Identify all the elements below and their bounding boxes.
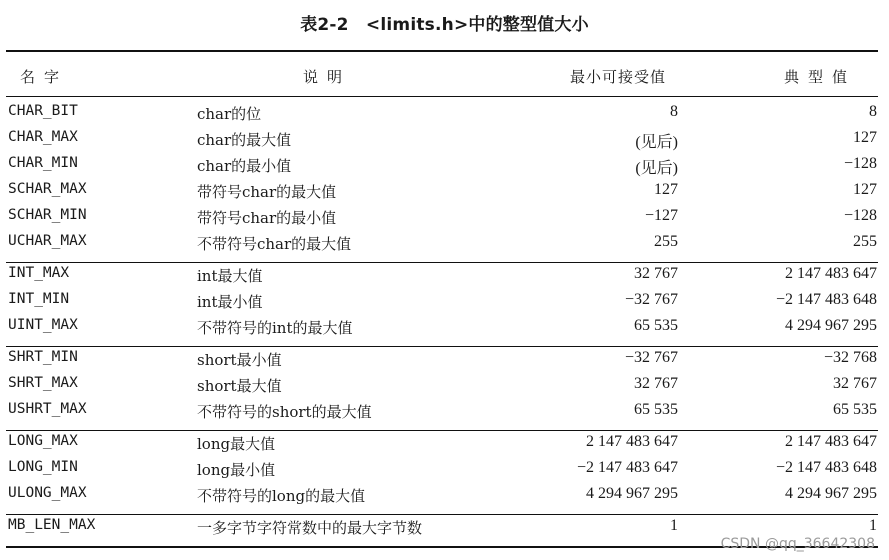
cell-name: CHAR_BIT xyxy=(8,103,78,119)
cell-min-acceptable: 2 147 483 647 xyxy=(586,433,678,450)
table-row xyxy=(0,288,889,314)
header-rule xyxy=(6,96,878,97)
table-row xyxy=(0,152,889,178)
header-typical: 典型值 xyxy=(784,68,857,86)
header-description: 说明 xyxy=(303,68,352,86)
cell-min-acceptable: 1 xyxy=(670,517,678,534)
cell-description: 一多字节字符常数中的最大字节数 xyxy=(197,519,423,537)
cell-description: int最大值 xyxy=(197,267,263,285)
table-row xyxy=(0,178,889,204)
cell-name: SHRT_MIN xyxy=(8,349,78,365)
table-row xyxy=(0,346,889,372)
cell-min-acceptable: −32 767 xyxy=(624,291,678,308)
group-separator xyxy=(6,430,878,431)
table-row xyxy=(0,204,889,230)
cell-min-acceptable: 127 xyxy=(654,181,678,198)
cell-name: CHAR_MAX xyxy=(8,129,78,145)
watermark: CSDN @qq_36642308 xyxy=(720,536,875,552)
cell-min-acceptable: (见后) xyxy=(635,160,678,177)
cell-name: LONG_MAX xyxy=(8,433,78,449)
cell-typical: −128 xyxy=(843,207,877,224)
cell-min-acceptable: 4 294 967 295 xyxy=(586,485,678,502)
cell-min-acceptable: −127 xyxy=(644,207,678,224)
cell-name: SCHAR_MIN xyxy=(8,207,87,223)
cell-typical: −2 147 483 648 xyxy=(775,291,877,308)
cell-typical: 32 767 xyxy=(833,375,877,392)
cell-description: long最大值 xyxy=(197,435,276,453)
cell-name: UINT_MAX xyxy=(8,317,78,333)
table-row xyxy=(0,314,889,340)
cell-min-acceptable: 8 xyxy=(670,103,678,120)
cell-name: MB_LEN_MAX xyxy=(8,517,96,533)
cell-typical: 2 147 483 647 xyxy=(785,265,877,282)
table-top-rule xyxy=(6,50,878,52)
cell-min-acceptable: (见后) xyxy=(635,134,678,151)
table-row xyxy=(0,482,889,508)
cell-description: 不带符号的int的最大值 xyxy=(197,319,353,337)
cell-typical: −128 xyxy=(843,155,877,172)
cell-description: char的最大值 xyxy=(197,131,292,149)
table-row xyxy=(0,456,889,482)
cell-description: 带符号char的最大值 xyxy=(197,183,337,201)
cell-name: SHRT_MAX xyxy=(8,375,78,391)
cell-name: UCHAR_MAX xyxy=(8,233,87,249)
cell-description: char的最小值 xyxy=(197,157,292,175)
cell-description: 带符号char的最小值 xyxy=(197,209,337,227)
cell-name: CHAR_MIN xyxy=(8,155,78,171)
cell-typical: 127 xyxy=(853,181,877,198)
cell-min-acceptable: −2 147 483 647 xyxy=(576,459,678,476)
cell-name: SCHAR_MAX xyxy=(8,181,87,197)
cell-typical: 127 xyxy=(853,129,877,146)
table-row xyxy=(0,398,889,424)
cell-description: short最大值 xyxy=(197,377,282,395)
cell-typical: −32 768 xyxy=(823,349,877,366)
cell-name: LONG_MIN xyxy=(8,459,78,475)
cell-min-acceptable: 255 xyxy=(654,233,678,250)
cell-description: 不带符号的long的最大值 xyxy=(197,487,366,505)
header-name: 名字 xyxy=(20,68,69,86)
cell-name: ULONG_MAX xyxy=(8,485,87,501)
table-row xyxy=(0,372,889,398)
table-caption: 表2-2 <limits.h>中的整型值大小 xyxy=(300,15,589,35)
cell-name: INT_MIN xyxy=(8,291,70,307)
cell-min-acceptable: 65 535 xyxy=(634,401,678,418)
cell-min-acceptable: 32 767 xyxy=(634,375,678,392)
table-row xyxy=(0,430,889,456)
cell-typical: −2 147 483 648 xyxy=(775,459,877,476)
cell-min-acceptable: 65 535 xyxy=(634,317,678,334)
cell-typical: 2 147 483 647 xyxy=(785,433,877,450)
cell-typical: 1 xyxy=(869,517,877,534)
cell-min-acceptable: −32 767 xyxy=(624,349,678,366)
cell-typical: 4 294 967 295 xyxy=(785,485,877,502)
cell-typical: 255 xyxy=(853,233,877,250)
cell-description: 不带符号的short的最大值 xyxy=(197,403,372,421)
cell-name: INT_MAX xyxy=(8,265,70,281)
cell-description: 不带符号char的最大值 xyxy=(197,235,352,253)
cell-typical: 4 294 967 295 xyxy=(785,317,877,334)
cell-description: long最小值 xyxy=(197,461,276,479)
table-row xyxy=(0,262,889,288)
group-separator xyxy=(6,514,878,515)
table-row xyxy=(0,230,889,256)
cell-min-acceptable: 32 767 xyxy=(634,265,678,282)
table-row xyxy=(0,126,889,152)
cell-typical: 8 xyxy=(869,103,877,120)
table-row xyxy=(0,100,889,126)
cell-description: int最小值 xyxy=(197,293,263,311)
cell-description: short最小值 xyxy=(197,351,282,369)
group-separator xyxy=(6,346,878,347)
cell-typical: 65 535 xyxy=(833,401,877,418)
cell-name: USHRT_MAX xyxy=(8,401,87,417)
group-separator xyxy=(6,262,878,263)
cell-description: char的位 xyxy=(197,105,262,123)
header-min-acceptable: 最小可接受值 xyxy=(570,68,667,86)
